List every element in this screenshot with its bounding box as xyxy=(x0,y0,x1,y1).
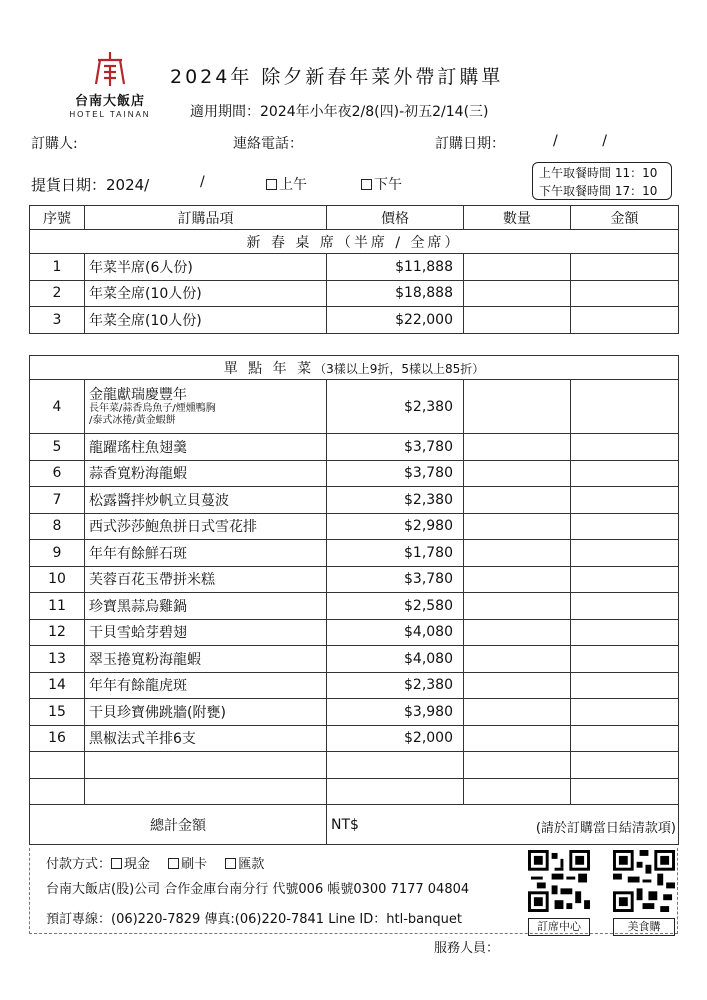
table-row xyxy=(30,307,679,334)
table-row xyxy=(30,380,679,434)
row-item-cell xyxy=(85,380,327,434)
row-amount-cell[interactable] xyxy=(571,487,679,514)
qr-food-shop[interactable] xyxy=(613,850,675,936)
col-qty: 數量 xyxy=(464,206,571,230)
row-item: 珍寶黑蒜烏雞鍋 xyxy=(85,593,327,620)
valid-period: 適用期間：2024年小年夜2/8(四)-初五2/14(三) xyxy=(190,104,489,120)
total-cell[interactable] xyxy=(327,805,679,845)
row-qty-cell[interactable] xyxy=(464,566,571,593)
table-row-empty xyxy=(30,778,679,805)
row-qty-cell[interactable] xyxy=(464,460,571,487)
row-amount-cell[interactable] xyxy=(571,540,679,567)
row-amount-cell[interactable] xyxy=(571,434,679,461)
row-amount-cell[interactable] xyxy=(571,593,679,620)
row-item: 松露醬拌炒帆立貝蔓波 xyxy=(85,487,327,514)
row-no: 8 xyxy=(30,513,85,540)
qr-booking-label: 訂席中心 xyxy=(528,918,590,936)
row-item: 年菜全席(10人份) xyxy=(85,280,327,307)
row-item: 西式莎莎鮑魚拼日式雪花排 xyxy=(85,513,327,540)
row-item: 龍躍瑤柱魚翅羹 xyxy=(85,434,327,461)
pickup-time-pm: 下午取餐時間 17：10 xyxy=(539,184,658,198)
row-no: 14 xyxy=(30,672,85,699)
total-note: (請於訂購當日結清款項) xyxy=(535,821,677,836)
row-amount-cell[interactable] xyxy=(571,380,679,434)
row-qty-cell[interactable] xyxy=(464,619,571,646)
table-row xyxy=(30,725,679,752)
qr-code-icon xyxy=(528,850,590,912)
row-item: 芙蓉百花玉帶拼米糕 xyxy=(85,566,327,593)
row-item-sub2: /泰式冰捲/黃金蝦餅 xyxy=(89,414,176,426)
row-no: 6 xyxy=(30,460,85,487)
col-item: 訂購品項 xyxy=(85,206,327,230)
section1-title: 新 春 桌 席（半席 / 全席） xyxy=(30,230,679,254)
col-price: 價格 xyxy=(327,206,464,230)
pm-label: 下午 xyxy=(374,177,402,193)
hotel-logo xyxy=(60,50,160,119)
row-item: 年菜全席(10人份) xyxy=(85,307,327,334)
contact-info: 預訂專線：(06)220-7829 傳真:(06)220-7841 Line ID：htl-banquet xyxy=(46,912,462,927)
row-price: $2,380 xyxy=(327,672,464,699)
row-no: 13 xyxy=(30,646,85,673)
total-row xyxy=(30,805,679,845)
table-row xyxy=(30,540,679,567)
row-qty-cell[interactable] xyxy=(464,307,571,334)
total-label: 總計金額 xyxy=(30,805,327,845)
table-row xyxy=(30,434,679,461)
row-price: $18,888 xyxy=(327,280,464,307)
order-date-slashes: / / xyxy=(553,133,607,149)
row-amount-cell[interactable] xyxy=(571,307,679,334)
pay-cash: 現金 xyxy=(124,857,151,872)
section2-discount-note: （3樣以上9折，5樣以上85折） xyxy=(314,361,485,376)
row-price: $2,000 xyxy=(327,725,464,752)
row-amount-cell[interactable] xyxy=(571,672,679,699)
table-row xyxy=(30,619,679,646)
row-qty-cell[interactable] xyxy=(464,646,571,673)
cash-checkbox[interactable] xyxy=(111,858,122,869)
table-header xyxy=(30,206,679,230)
pay-card: 刷卡 xyxy=(181,857,208,872)
row-price: $1,780 xyxy=(327,540,464,567)
pickup-date-slash: / xyxy=(200,174,205,190)
row-qty-cell[interactable] xyxy=(464,513,571,540)
card-checkbox[interactable] xyxy=(168,858,179,869)
row-item: 翠玉捲寬粉海龍蝦 xyxy=(85,646,327,673)
row-amount-cell[interactable] xyxy=(571,619,679,646)
row-amount-cell[interactable] xyxy=(571,460,679,487)
page-title: 2024年 除夕新春年菜外帶訂購單 xyxy=(170,66,504,88)
pickup-times-box xyxy=(532,162,672,200)
qr-code-icon xyxy=(613,850,675,912)
set-menu-table xyxy=(29,205,679,334)
qr-booking[interactable] xyxy=(528,850,590,936)
section2-title-text: 單 點 年 菜 xyxy=(223,360,315,377)
table-row xyxy=(30,566,679,593)
row-amount-cell[interactable] xyxy=(571,725,679,752)
phone-label: 連絡電話： xyxy=(233,136,303,152)
bank-info: 台南大飯店(股)公司 合作金庫台南分行 代號006 帳號0300 7177 04804 xyxy=(46,882,470,897)
am-label: 上午 xyxy=(279,177,307,193)
footer-box xyxy=(29,848,678,934)
pm-checkbox[interactable] xyxy=(361,179,372,190)
row-qty-cell[interactable] xyxy=(464,593,571,620)
row-amount-cell[interactable] xyxy=(571,254,679,281)
row-qty-cell[interactable] xyxy=(464,540,571,567)
row-item: 干貝雪蛤芽碧翅 xyxy=(85,619,327,646)
table-row xyxy=(30,593,679,620)
am-checkbox[interactable] xyxy=(266,179,277,190)
row-item: 金龍獻瑞慶豐年 xyxy=(89,386,187,403)
transfer-checkbox[interactable] xyxy=(225,858,236,869)
row-amount-cell[interactable] xyxy=(571,280,679,307)
row-price: $3,980 xyxy=(327,699,464,726)
row-qty-cell[interactable] xyxy=(464,699,571,726)
row-price: $4,080 xyxy=(327,646,464,673)
table-row xyxy=(30,672,679,699)
row-qty-cell[interactable] xyxy=(464,672,571,699)
orderer-label: 訂購人: xyxy=(31,136,78,152)
row-amount-cell[interactable] xyxy=(571,778,679,805)
table-row xyxy=(30,699,679,726)
a-la-carte-table xyxy=(29,355,679,845)
row-no: 2 xyxy=(30,280,85,307)
row-price: $3,780 xyxy=(327,434,464,461)
pm-option[interactable] xyxy=(361,174,402,194)
row-price: $3,780 xyxy=(327,566,464,593)
row-price: $2,580 xyxy=(327,593,464,620)
row-no: 9 xyxy=(30,540,85,567)
row-amount-cell[interactable] xyxy=(571,699,679,726)
row-amount-cell[interactable] xyxy=(571,752,679,779)
row-qty-cell[interactable] xyxy=(464,380,571,434)
row-no: 16 xyxy=(30,725,85,752)
row-item: 干貝珍寶佛跳牆(附甕) xyxy=(85,699,327,726)
row-qty-cell[interactable] xyxy=(464,254,571,281)
staff-label: 服務人員： xyxy=(434,941,500,956)
table-row xyxy=(30,254,679,281)
row-qty-cell[interactable] xyxy=(464,434,571,461)
row-amount-cell[interactable] xyxy=(571,566,679,593)
row-price: $2,380 xyxy=(327,380,464,434)
row-amount-cell[interactable] xyxy=(571,646,679,673)
row-no: 5 xyxy=(30,434,85,461)
row-no: 4 xyxy=(30,380,85,434)
row-price: $4,080 xyxy=(327,619,464,646)
row-price: $22,000 xyxy=(327,307,464,334)
row-no: 7 xyxy=(30,487,85,514)
am-option[interactable] xyxy=(266,174,307,194)
row-qty-cell[interactable] xyxy=(464,487,571,514)
pickup-time-am: 上午取餐時間 11：10 xyxy=(539,166,658,180)
row-qty-cell[interactable] xyxy=(464,752,571,779)
row-qty-cell[interactable] xyxy=(464,725,571,752)
row-no: 10 xyxy=(30,566,85,593)
row-item-sub1: 長年菜/蒜香烏魚子/煙燻鴨胸 xyxy=(89,402,216,414)
pay-transfer: 匯款 xyxy=(238,857,265,872)
logo-emblem-icon xyxy=(92,50,128,88)
row-price: $11,888 xyxy=(327,254,464,281)
total-currency: NT$ xyxy=(331,816,359,833)
table-row xyxy=(30,280,679,307)
table-row xyxy=(30,646,679,673)
col-no: 序號 xyxy=(30,206,85,230)
row-qty-cell[interactable] xyxy=(464,280,571,307)
row-item: 年年有餘鮮石斑 xyxy=(85,540,327,567)
row-item: 年菜半席(6人份) xyxy=(85,254,327,281)
row-no: 1 xyxy=(30,254,85,281)
row-price: $2,980 xyxy=(327,513,464,540)
brand-name-zh: 台南大飯店 xyxy=(74,94,145,109)
row-item: 黑椒法式羊排6支 xyxy=(85,725,327,752)
table-row xyxy=(30,513,679,540)
table-row xyxy=(30,460,679,487)
row-item: 蒜香寬粉海龍蝦 xyxy=(85,460,327,487)
row-no: 3 xyxy=(30,307,85,334)
row-no: 11 xyxy=(30,593,85,620)
brand-name-en: HOTEL TAINAN xyxy=(69,110,151,119)
row-no: 15 xyxy=(30,699,85,726)
row-item: 年年有餘龍虎斑 xyxy=(85,672,327,699)
pickup-date-label: 提貨日期：2024/ xyxy=(31,176,150,194)
row-no: 12 xyxy=(30,619,85,646)
payment-methods xyxy=(46,853,264,872)
section2-title xyxy=(30,356,679,380)
table-row-empty xyxy=(30,752,679,779)
row-amount-cell[interactable] xyxy=(571,513,679,540)
payment-label: 付款方式： xyxy=(46,857,112,872)
col-amount: 金額 xyxy=(571,206,679,230)
qr-food-shop-label: 美食購 xyxy=(613,918,675,936)
row-price: $3,780 xyxy=(327,460,464,487)
order-date-label: 訂購日期： xyxy=(435,136,505,152)
row-price: $2,380 xyxy=(327,487,464,514)
table-row xyxy=(30,487,679,514)
row-qty-cell[interactable] xyxy=(464,778,571,805)
